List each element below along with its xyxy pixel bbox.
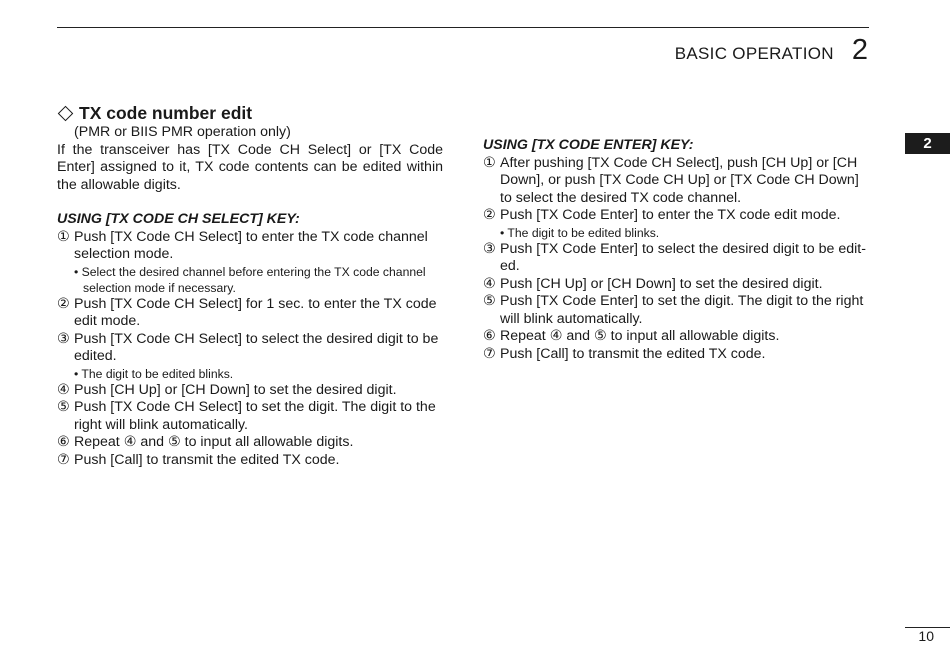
- step-number: ②: [57, 295, 70, 312]
- step-item: [483, 293, 869, 328]
- section-title-text: TX code number edit: [79, 103, 253, 123]
- step-number: ⑤: [57, 399, 70, 415]
- step-text: Push [CH Up] or [CH Down] to set the desired digit.: [500, 275, 823, 292]
- step-item: [483, 207, 869, 225]
- section-subtitle: (PMR or BIIS PMR operation only): [74, 124, 291, 140]
- chapter-tab: 2: [905, 133, 950, 154]
- step-item: [483, 155, 869, 208]
- step-text: Repeat ④ and ⑤ to input all allowable digits.: [500, 328, 780, 344]
- step-item: [483, 328, 869, 346]
- step-text: Push [TX Code CH Select] to enter the TX code channel selection mode.: [74, 228, 428, 262]
- step-text: Push [TX Code Enter] to select the desired digit to be edit-ed.: [500, 240, 866, 274]
- right-sub-heading: USING [TX CODE ENTER] KEY:: [483, 137, 694, 153]
- step-item: [57, 296, 443, 331]
- step-text: Push [Call] to transmit the edited TX code.: [500, 345, 766, 362]
- step-number: ⑥: [483, 328, 496, 344]
- step-text: Push [TX Code CH Select] for 1 sec. to enter the TX code edit mode.: [74, 295, 437, 329]
- step-number: ①: [57, 228, 70, 245]
- left-sub-heading: USING [TX CODE CH SELECT] KEY:: [57, 211, 300, 227]
- left-column: [57, 102, 443, 469]
- step-item: [57, 434, 443, 452]
- diamond-bullet-icon: [58, 105, 74, 121]
- step-text: Push [TX Code Enter] to enter the TX code edit mode.: [500, 207, 841, 223]
- step-text: Push [TX Code Enter] to set the digit. The digit to the right will blink automatically.: [500, 293, 864, 327]
- left-step-list: [57, 229, 443, 470]
- step-item: [57, 382, 443, 400]
- step-item: [483, 346, 869, 364]
- step-item: [57, 229, 443, 264]
- step-text: Push [CH Up] or [CH Down] to set the desired digit.: [74, 381, 397, 398]
- step-number: ⑦: [483, 345, 496, 362]
- step-number: ④: [483, 275, 496, 292]
- step-item: [57, 331, 443, 366]
- step-note: • The digit to be edited blinks.: [500, 225, 660, 240]
- step-item: [483, 276, 869, 294]
- step-number: ⑤: [483, 293, 496, 309]
- step-item: [57, 399, 443, 434]
- step-text: Repeat ④ and ⑤ to input all allowable digits.: [74, 434, 354, 450]
- right-step-list: [483, 155, 869, 364]
- step-number: ⑥: [57, 434, 70, 450]
- step-number: ③: [483, 240, 496, 257]
- step-number: ②: [483, 207, 496, 223]
- step-text: Push [TX Code CH Select] to select the desired digit to be edited.: [74, 330, 439, 364]
- step-number: ⑦: [57, 451, 70, 468]
- chapter-number: 2: [851, 34, 868, 66]
- section-intro: If the transceiver has [TX Code CH Select] or [TX Code Enter] assigned to it, TX code contents can be edited within the allowable digits.: [57, 141, 443, 193]
- step-text: Push [TX Code CH Select] to set the digit. The digit to the right will blink automatically.: [74, 399, 436, 433]
- step-number: ④: [57, 381, 70, 398]
- step-number: ③: [57, 330, 70, 347]
- right-column: [483, 137, 869, 363]
- step-note: • Select the desired channel before entering the TX code channel selection mode if necessary.: [74, 264, 426, 295]
- page-number: 10: [918, 628, 934, 644]
- step-text: Push [Call] to transmit the edited TX code.: [74, 451, 340, 468]
- section-title: [57, 102, 443, 124]
- step-text: After pushing [TX Code CH Select], push [CH Up] or [CH Down], or push [TX Code CH Up] or [TX Code CH Down] to select the desired TX code channel.: [500, 154, 859, 206]
- top-rule: [57, 27, 869, 28]
- step-item: [483, 241, 869, 276]
- step-item: [57, 452, 443, 470]
- step-number: ①: [483, 154, 496, 171]
- page-header: [675, 36, 868, 65]
- header-title: BASIC OPERATION: [674, 44, 834, 63]
- step-note: • The digit to be edited blinks.: [74, 366, 234, 381]
